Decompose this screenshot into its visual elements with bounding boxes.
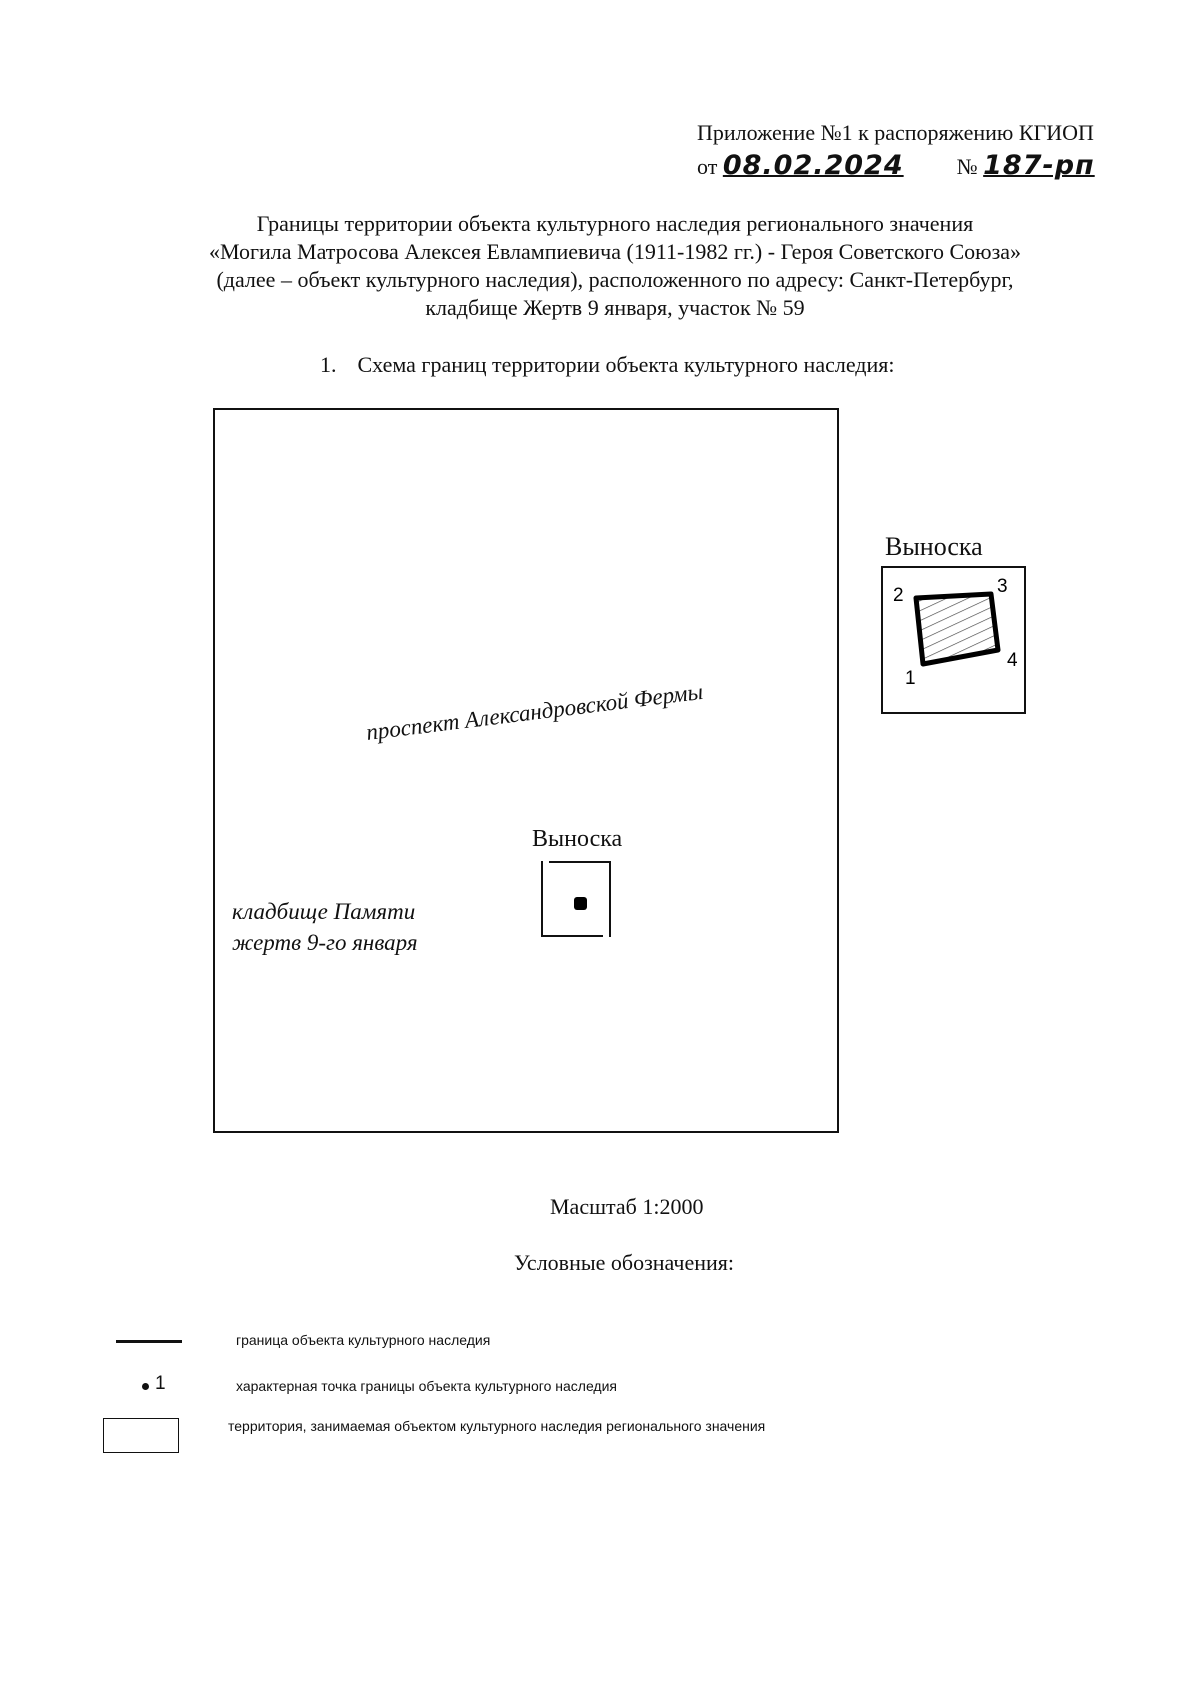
legend-item-area: территория, занимаемая объектом культурного наследия регионального значения xyxy=(228,1418,766,1434)
title-line: «Могила Матросова Алексея Евлампиевича (1911-1982 гг.) - Героя Советского Союза» xyxy=(208,239,1022,264)
number-prefix: № xyxy=(956,154,978,179)
title-line: (далее – объект культурного наследия), расположенного по адресу: Санкт-Петербург, xyxy=(216,267,1014,292)
document-title xyxy=(80,210,1150,322)
order-reference xyxy=(697,150,1095,181)
appendix-caption: Приложение №1 к распоряжению КГИОП xyxy=(697,120,1094,145)
object-location-marker xyxy=(574,897,587,910)
legend-item-point: характерная точка границы объекта культурного наследия xyxy=(236,1378,617,1394)
point-label-4: 4 xyxy=(1007,650,1018,671)
legend-area-symbol xyxy=(103,1418,179,1453)
title-line: Границы территории объекта культурного наследия регионального значения xyxy=(256,211,974,236)
map-callout-label: Выноска xyxy=(532,826,623,852)
callout-detail-box xyxy=(881,566,1026,714)
object-territory-polygon xyxy=(916,594,998,664)
map-scale: Масштаб 1:2000 xyxy=(550,1194,704,1219)
section-title-text: Схема границ территории объекта культурного наследия: xyxy=(357,352,895,377)
point-label-2: 2 xyxy=(893,585,904,606)
point-label-3: 3 xyxy=(997,576,1008,597)
point-label-1: 1 xyxy=(905,668,916,689)
title-line: кладбище Жертв 9 января, участок № 59 xyxy=(425,295,805,320)
cemetery-label-line1: кладбище Памяти xyxy=(232,899,416,924)
section-number: 1. xyxy=(320,352,337,377)
order-number: 187-рп xyxy=(983,150,1095,181)
callout-title: Выноска xyxy=(885,532,983,561)
legend-item-boundary: граница объекта культурного наследия xyxy=(236,1332,491,1348)
legend-line-symbol xyxy=(116,1340,182,1343)
cemetery-label-line2: жертв 9-го января xyxy=(232,930,418,955)
legend-point-number: 1 xyxy=(155,1373,166,1394)
date-prefix: от xyxy=(697,154,718,179)
legend-point-symbol xyxy=(142,1383,149,1390)
section-heading xyxy=(320,352,895,378)
cemetery-label xyxy=(232,896,418,958)
boundary-map-frame xyxy=(213,408,839,1133)
order-date: 08.02.2024 xyxy=(722,150,904,181)
boundary-polygon-drawing xyxy=(883,568,1028,716)
legend-title: Условные обозначения: xyxy=(514,1250,735,1275)
street-label: проспект Александровской Фермы xyxy=(364,678,705,746)
